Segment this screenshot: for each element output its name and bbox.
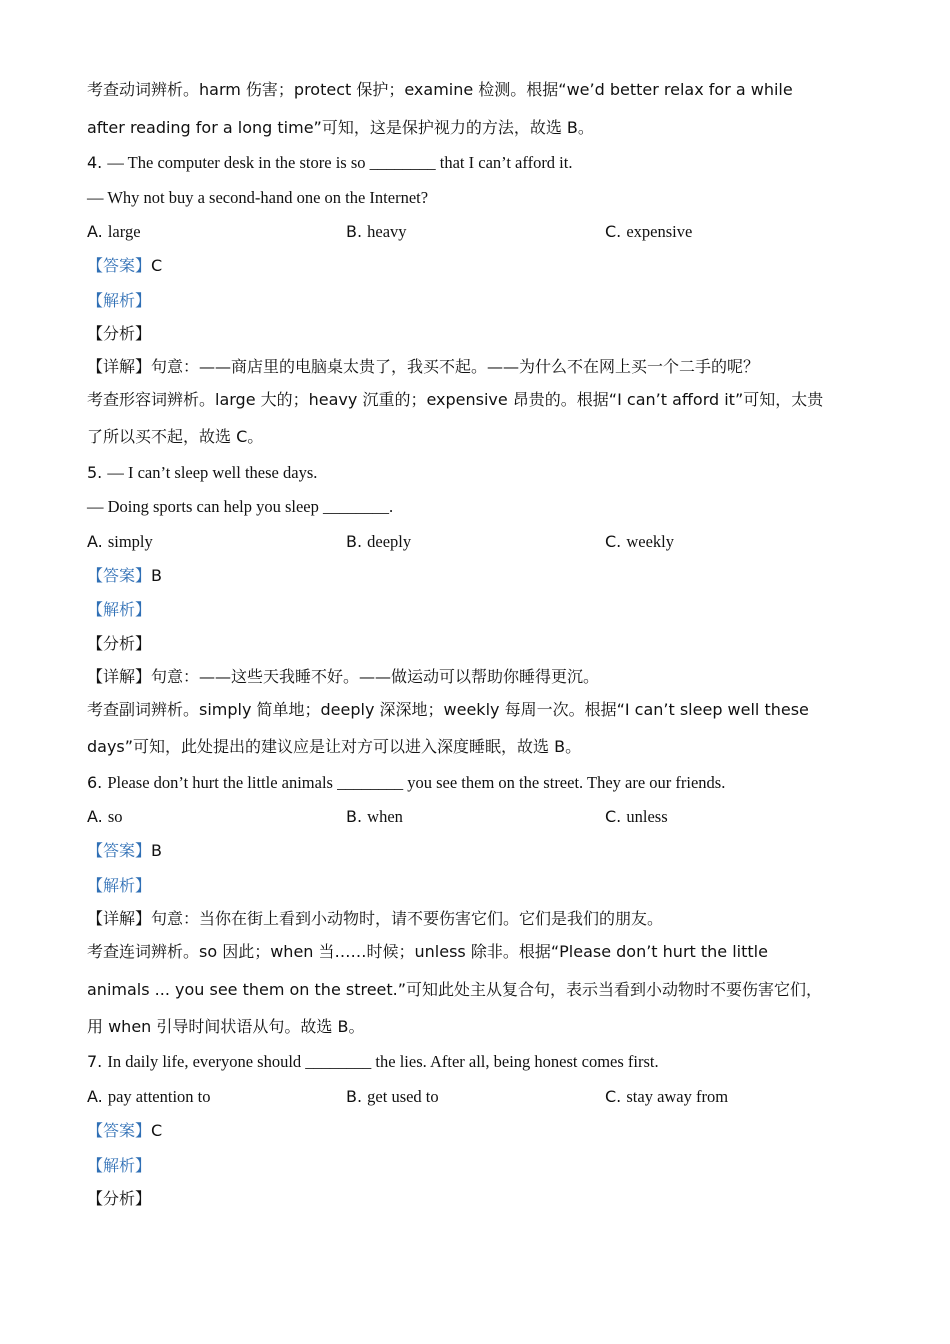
question-text: Please don’t hurt the little animals ________ you see them on the street. They are our friends. xyxy=(107,773,726,792)
question-number: 7. xyxy=(87,1052,103,1071)
q7-stem xyxy=(87,1052,870,1072)
answer-value: B xyxy=(151,566,162,585)
answer-tag: 【答案】 xyxy=(87,1121,152,1140)
q4-stem xyxy=(87,153,870,173)
q4-answer xyxy=(87,256,870,276)
question-text: — The computer desk in the store is so ________ that I can’t afford it. xyxy=(107,153,573,172)
option-b: B. when xyxy=(346,807,403,826)
question-text: — I can’t sleep well these days. xyxy=(107,463,318,482)
q5-detail xyxy=(87,667,870,687)
answer-tag: 【答案】 xyxy=(87,256,152,275)
detail-tag: 【详解】 xyxy=(87,909,152,928)
question-number: 5. xyxy=(87,463,103,482)
q6-analysis-line: 考查连词辨析。so 因此；when 当……时候；unless 除非。根据“Please don’t hurt the little xyxy=(87,942,768,961)
jiexi-tag: 【解析】 xyxy=(87,291,152,310)
answer-value: B xyxy=(151,841,162,860)
q5-stem xyxy=(87,463,870,483)
q4-analysis-line: 考查形容词辨析。large 大的；heavy 沉重的；expensive 昂贵的。根据“I can’t afford it”可知，太贵 xyxy=(87,390,824,409)
q7-answer xyxy=(87,1121,870,1141)
option-c: C. unless xyxy=(605,807,668,826)
jiexi-tag: 【解析】 xyxy=(87,600,152,619)
option-a: A. simply xyxy=(87,532,153,551)
detail-tag: 【详解】 xyxy=(87,667,152,686)
q6-analysis-line: 用 when 引导时间状语从句。故选 B。 xyxy=(87,1017,365,1036)
answer-tag: 【答案】 xyxy=(87,566,152,585)
answer-tag: 【答案】 xyxy=(87,841,152,860)
option-c: C. weekly xyxy=(605,532,675,551)
q4-analysis-line: 了所以买不起，故选 C。 xyxy=(87,427,264,446)
fenxi-tag: 【分析】 xyxy=(87,1189,152,1208)
option-a: A. pay attention to xyxy=(87,1087,211,1106)
option-a: A. large xyxy=(87,222,141,241)
jiexi-tag: 【解析】 xyxy=(87,1156,152,1175)
answer-value: C xyxy=(151,256,163,275)
detail-text: 句意：当你在街上看到小动物时，请不要伤害它们。它们是我们的朋友。 xyxy=(151,909,664,928)
q5-answer xyxy=(87,566,870,586)
question-number: 6. xyxy=(87,773,103,792)
jiexi-tag: 【解析】 xyxy=(87,876,152,895)
option-c: C. stay away from xyxy=(605,1087,729,1106)
option-b: B. heavy xyxy=(346,222,407,241)
detail-text: 句意：——商店里的电脑桌太贵了，我买不起。——为什么不在网上买一个二手的呢？ xyxy=(151,357,760,376)
answer-value: C xyxy=(151,1121,163,1140)
q5-analysis-line: days”可知，此处提出的建议应是让对方可以进入深度睡眠，故选 B。 xyxy=(87,737,582,756)
q6-detail xyxy=(87,909,870,929)
detail-text: 句意：——这些天我睡不好。——做运动可以帮助你睡得更沉。 xyxy=(151,667,600,686)
q6-analysis-line: animals ... you see them on the street.”可知此处主从复合句，表示当看到小动物时不要伤害它们， xyxy=(87,980,823,999)
option-c: C. expensive xyxy=(605,222,693,241)
q6-stem xyxy=(87,773,870,793)
question-number: 4. xyxy=(87,153,103,172)
q3-analysis-line: 考查动词辨析。harm 伤害；protect 保护；examine 检测。根据“we’d better relax for a while xyxy=(87,80,793,99)
fenxi-tag: 【分析】 xyxy=(87,634,152,653)
question-text: In daily life, everyone should ________ the lies. After all, being honest comes first. xyxy=(107,1052,659,1071)
option-b: B. get used to xyxy=(346,1087,439,1106)
q3-analysis-line: after reading for a long time”可知，这是保护视力的方法，故选 B。 xyxy=(87,118,594,137)
option-b: B. deeply xyxy=(346,532,412,551)
q5-analysis-line: 考查副词辨析。simply 简单地；deeply 深深地；weekly 每周一次。根据“I can’t sleep well these xyxy=(87,700,809,719)
q4-reply: — Why not buy a second-hand one on the Internet? xyxy=(87,188,429,207)
fenxi-tag: 【分析】 xyxy=(87,324,152,343)
q4-detail xyxy=(87,357,870,377)
q6-answer xyxy=(87,841,870,861)
option-a: A. so xyxy=(87,807,123,826)
detail-tag: 【详解】 xyxy=(87,357,152,376)
q5-reply: — Doing sports can help you sleep ________. xyxy=(87,497,394,516)
